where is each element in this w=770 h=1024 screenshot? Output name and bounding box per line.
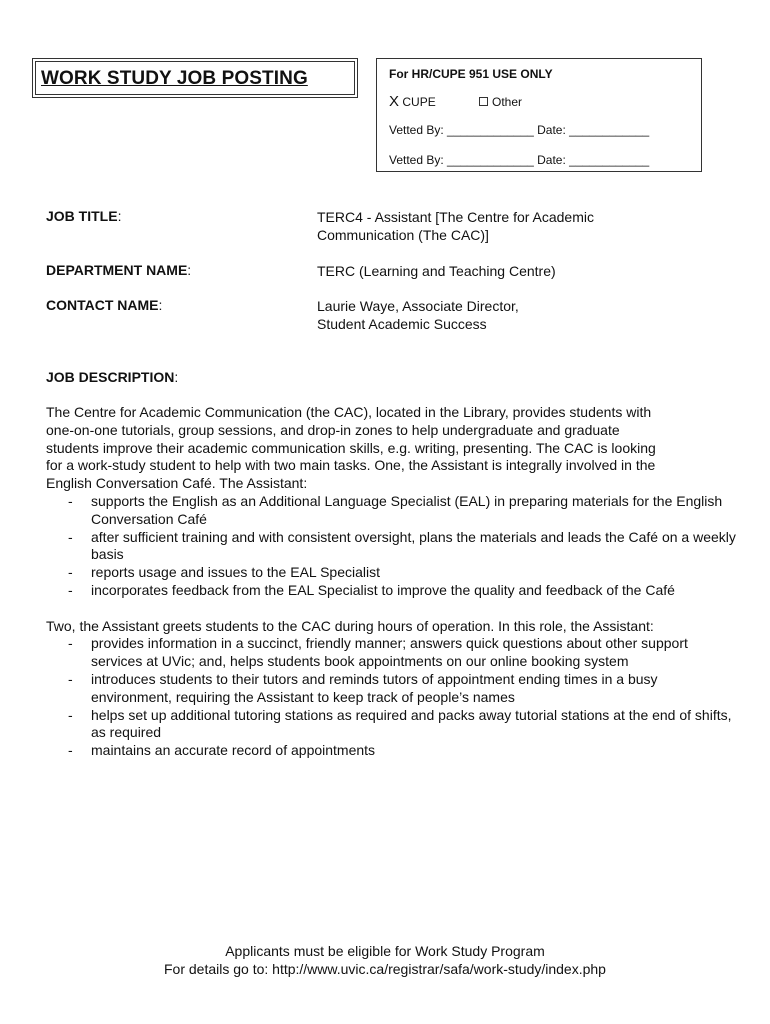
vetted-line-1: Vetted By: _____________ Date: ____________ [389,123,650,137]
contact-label-row: CONTACT NAME: [46,297,163,313]
list-item: - provides information in a succinct, friendly manner; answers quick questions about other support services at UVic; and, helps students book appointments on our online booking system [46,635,736,671]
list-item: - introduces students to their tutors and reminds tutors of appointment ending times in a busy environment, requiring the Assistant to keep track of people’s names [46,671,736,707]
other-option [479,95,522,109]
intro-line: The Centre for Academic Communication (the CAC), located in the Library, provides students with [46,404,652,420]
list-item: - maintains an accurate record of appointments [46,742,736,760]
list-item: - reports usage and issues to the EAL Specialist [46,564,736,582]
contact-label: CONTACT NAME [46,297,159,313]
posting-title-box [32,58,358,98]
intro-line: English Conversation Café. The Assistant: [46,475,308,492]
vetted-line-2: Vetted By: _____________ Date: ____________ [389,153,650,167]
department-label-row: DEPARTMENT NAME: [46,262,192,278]
job-title-value-line: TERC4 - Assistant [The Centre for Academic [317,209,594,225]
job-title-label-row: JOB TITLE: [46,208,122,224]
job-title-value-line: Communication (The CAC)] [317,227,489,243]
footer-eligibility: Applicants must be eligible for Work Study Program [225,943,545,959]
intro-line: students improve their academic communication skills, e.g. writing, presenting. The CAC is looking [46,439,656,456]
cupe-option [389,93,436,110]
hr-use-only-box [376,58,702,172]
checkbox-icon [479,97,488,106]
footer-details-link[interactable]: For details go to: http://www.uvic.ca/registrar/safa/work-study/index.php [164,961,606,977]
other-label: Other [492,95,523,109]
task-one-list [46,493,736,600]
job-title-value [317,208,647,244]
hr-box-heading: For HR/CUPE 951 USE ONLY [389,67,553,81]
list-item: - incorporates feedback from the EAL Specialist to improve the quality and feedback of the Café [46,582,736,600]
cupe-label: CUPE [402,95,436,109]
intro-line: for a work-study student to help with two main tasks. One, the Assistant is integrally involved in the [46,457,656,474]
intro-line: one-on-one tutorials, group sessions, and drop-in zones to help undergraduate and graduate [46,421,620,438]
job-description-body [46,404,736,760]
department-label: DEPARTMENT NAME [46,262,188,278]
contact-value [317,297,647,333]
posting-title: WORK STUDY JOB POSTING [41,68,308,89]
job-description-heading-row: JOB DESCRIPTION: [46,369,179,385]
job-description-heading: JOB DESCRIPTION [46,369,175,385]
list-item: - supports the English as an Additional Language Specialist (EAL) in preparing materials for the English Conversation Café [46,493,736,529]
task-two-intro: Two, the Assistant greets students to the CAC during hours of operation. In this role, the Assistant: [46,617,654,634]
department-value: TERC (Learning and Teaching Centre) [317,263,556,279]
footer [0,942,770,978]
job-title-label: JOB TITLE [46,208,118,224]
contact-value-line: Student Academic Success [317,316,487,332]
cupe-check-mark: X [389,93,400,110]
list-item: - helps set up additional tutoring stations as required and packs away tutorial stations at the end of shifts, as required [46,707,736,743]
list-item: - after sufficient training and with consistent oversight, plans the materials and leads the Café on a weekly basis [46,529,736,565]
task-two-list [46,635,736,760]
contact-value-line: Laurie Waye, Associate Director, [317,298,519,314]
